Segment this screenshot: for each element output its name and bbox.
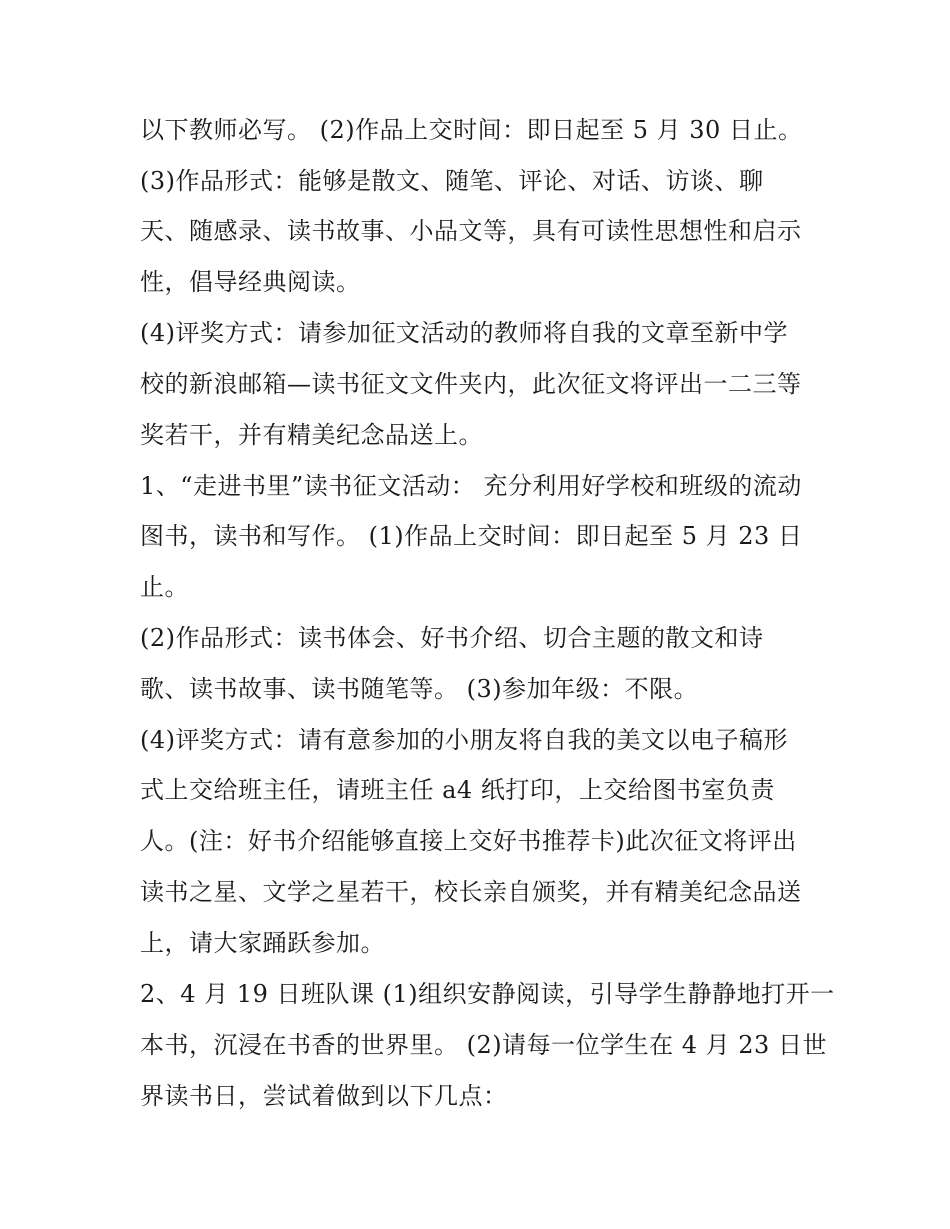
text-line: (2)作品形式：读书体会、好书介绍、切合主题的散文和诗: [140, 624, 764, 652]
text-line: 读书之星、文学之星若干，校长亲自颁奖，并有精美纪念品送: [140, 878, 802, 906]
text-line: (4)评奖方式：请参加征文活动的教师将自我的文章至新中学: [140, 319, 788, 347]
text-line: 图书，读书和写作。 (1)作品上交时间：即日起至 5 月 23 日: [140, 522, 803, 550]
text-line: 天、随感录、读书故事、小品文等，具有可读性思想性和启示: [140, 217, 802, 245]
text-line: (4)评奖方式：请有意参加的小朋友将自我的美文以电子稿形: [140, 726, 788, 754]
text-line: 本书，沉浸在书香的世界里。 (2)请每一位学生在 4 月 23 日世: [140, 1031, 827, 1059]
text-line: 性，倡导经典阅读。: [140, 268, 361, 296]
text-line: 歌、读书故事、读书随笔等。 (3)参加年级：不限。: [140, 675, 699, 703]
text-line: 上，请大家踊跃参加。: [140, 929, 385, 957]
text-line: 式上交给班主任，请班主任 a4 纸打印，上交给图书室负责: [140, 776, 775, 804]
text-line: 校的新浪邮箱—读书征文文件夹内，此次征文将评出一二三等: [140, 370, 802, 398]
text-line: 人。(注：好书介绍能够直接上交好书推荐卡)此次征文将评出: [140, 827, 797, 855]
text-line: 止。: [140, 573, 189, 601]
text-line: 奖若干，并有精美纪念品送上。: [140, 421, 483, 449]
text-line: 以下教师必写。 (2)作品上交时间：即日起至 5 月 30 日止。: [140, 116, 803, 144]
text-line: (3)作品形式：能够是散文、随笔、评论、对话、访谈、聊: [140, 167, 764, 195]
text-line: 1、“走进书里”读书征文活动： 充分利用好学校和班级的流动: [140, 472, 802, 500]
text-line: 界读书日，尝试着做到以下几点：: [140, 1082, 508, 1110]
text-line: 2、4 月 19 日班队课 (1)组织安静阅读，引导学生静静地打开一: [140, 980, 835, 1008]
